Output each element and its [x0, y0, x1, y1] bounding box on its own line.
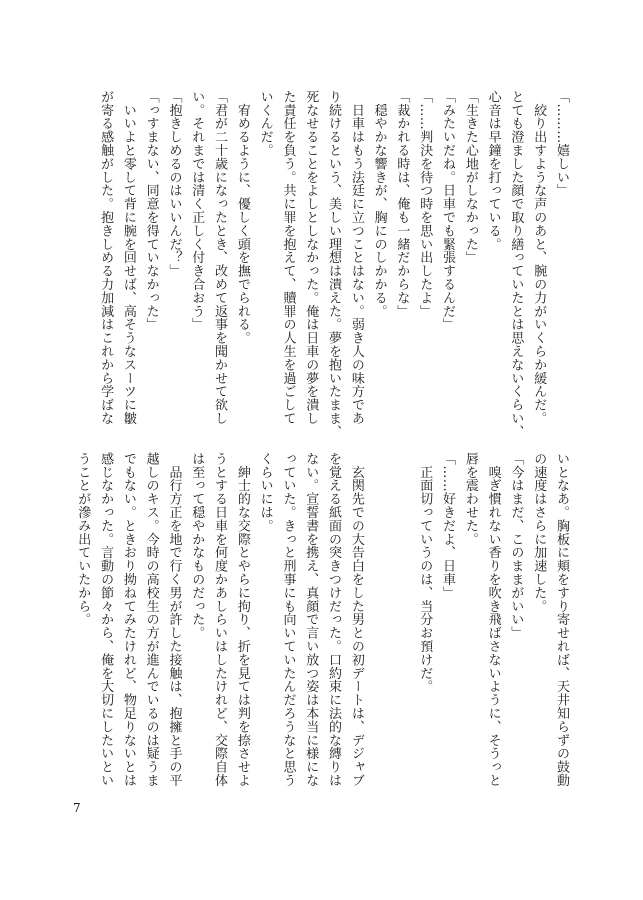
text-line: [390, 452, 413, 792]
text-line: 「君が二十歳になったとき、改めて返事を聞かせて欲し: [212, 90, 228, 425]
text-line: くらいには。: [257, 452, 273, 533]
text-line: いくんだ。: [257, 90, 273, 157]
text-line: 死なせることをよしとしなかった。俺は日車の夢を潰し: [303, 90, 319, 425]
upper-text-block: [70, 90, 572, 439]
text-line: 心音は早鐘を打っている。: [485, 90, 501, 251]
text-line: いとなあ。胸板に頬をすり寄せれば、天井知らずの鼓動: [554, 452, 569, 787]
text-line: 「裁かれる時は、俺も一緒だからな」: [394, 90, 410, 318]
text-line: でもない。ときおり拗ねてみたけれど、物足りないとは: [120, 452, 136, 787]
text-line: 「抱きしめるのはいいんだ？」: [166, 90, 182, 278]
text-line: とても澄ました顔で取り繕っていたとは思えないくらい、: [508, 90, 524, 439]
text-line: 品行方正を地で行く男が許した接触は、抱擁と手の平: [166, 452, 182, 787]
text-line: うとする日車を何度かあしらいはしたけれど、交際自体: [212, 452, 228, 787]
text-line: い。それまでは清く正しく付き合おう」: [189, 90, 205, 332]
text-line: 「今はまだ、このままがいい」: [508, 452, 524, 640]
text-line: 「………嬉しい」: [554, 90, 569, 198]
text-line: が寄る感触がした。抱きしめる力加減はこれから学ばな: [98, 90, 114, 425]
text-line: っていた。きっと刑事にも向いていたんだろうなと思う: [280, 452, 296, 787]
text-line: 嗅ぎ慣れない香りを吹き飛ばさないように、そうっと: [485, 452, 501, 787]
text-line: ない。宣誓書を携え、真顔で言い放つ姿は本当に様にな: [303, 452, 319, 787]
text-line: 絞り出すような声のあと、腕の力がいくらか緩んだ。: [531, 90, 547, 425]
text-line: 正面切っていうのは、当分お預けだ。: [417, 452, 433, 694]
text-line: 宥めるように、優しく頭を撫でられる。: [234, 90, 250, 345]
text-line: り続けるという、美しい理想は潰えた。夢を抱いたまま、: [326, 90, 342, 439]
text-line: た責任を負う。共に罪を抱えて、贖罪の人生を過ごして: [280, 90, 296, 425]
text-line: 紳士的な交際とやらに拘り、折を見ては判を捺させよ: [234, 452, 250, 787]
text-line: 日車はもう法廷に立つことはない。弱き人の味方であ: [348, 90, 364, 425]
text-line: の速度はさらに加速した。: [531, 452, 547, 613]
text-line: 「……判決を待つ時を思い出したよ」: [417, 90, 433, 318]
text-line: 「っすまない、同意を得ていなかった」: [143, 90, 159, 332]
text-line: 玄関先での大告白をした男との初デートは、デジャブ: [348, 452, 364, 787]
text-line: 越しのキス。今時の高校生の方が進んでいるのは疑うま: [143, 452, 159, 787]
text-line: を覚える紙面の突きつけだった。口約束に法的な縛りは: [326, 452, 342, 787]
text-line: 「生きた心地がしなかった」: [462, 90, 478, 265]
text-line: 「……好きだよ、日車」: [440, 452, 456, 600]
text-line: 感じなかった。言動の節々から、俺を大切にしたいとい: [98, 452, 114, 787]
lower-text-block: [71, 452, 572, 792]
text-line: 「みたいだね。日車でも緊張するんだ」: [440, 90, 456, 332]
text-line: は至って穏やかなものだった。: [189, 452, 205, 640]
text-line: 唇を震わせた。: [462, 452, 478, 546]
text-line: [367, 452, 390, 792]
text-line: 穏やかな響きが、胸にのしかかる。: [371, 90, 387, 318]
text-line: いいよと零して背に腕を回せば、高そうなスーツに皺: [120, 90, 136, 425]
text-line: うことが滲み出ていたから。: [75, 452, 91, 627]
page-number: 7: [73, 801, 81, 815]
